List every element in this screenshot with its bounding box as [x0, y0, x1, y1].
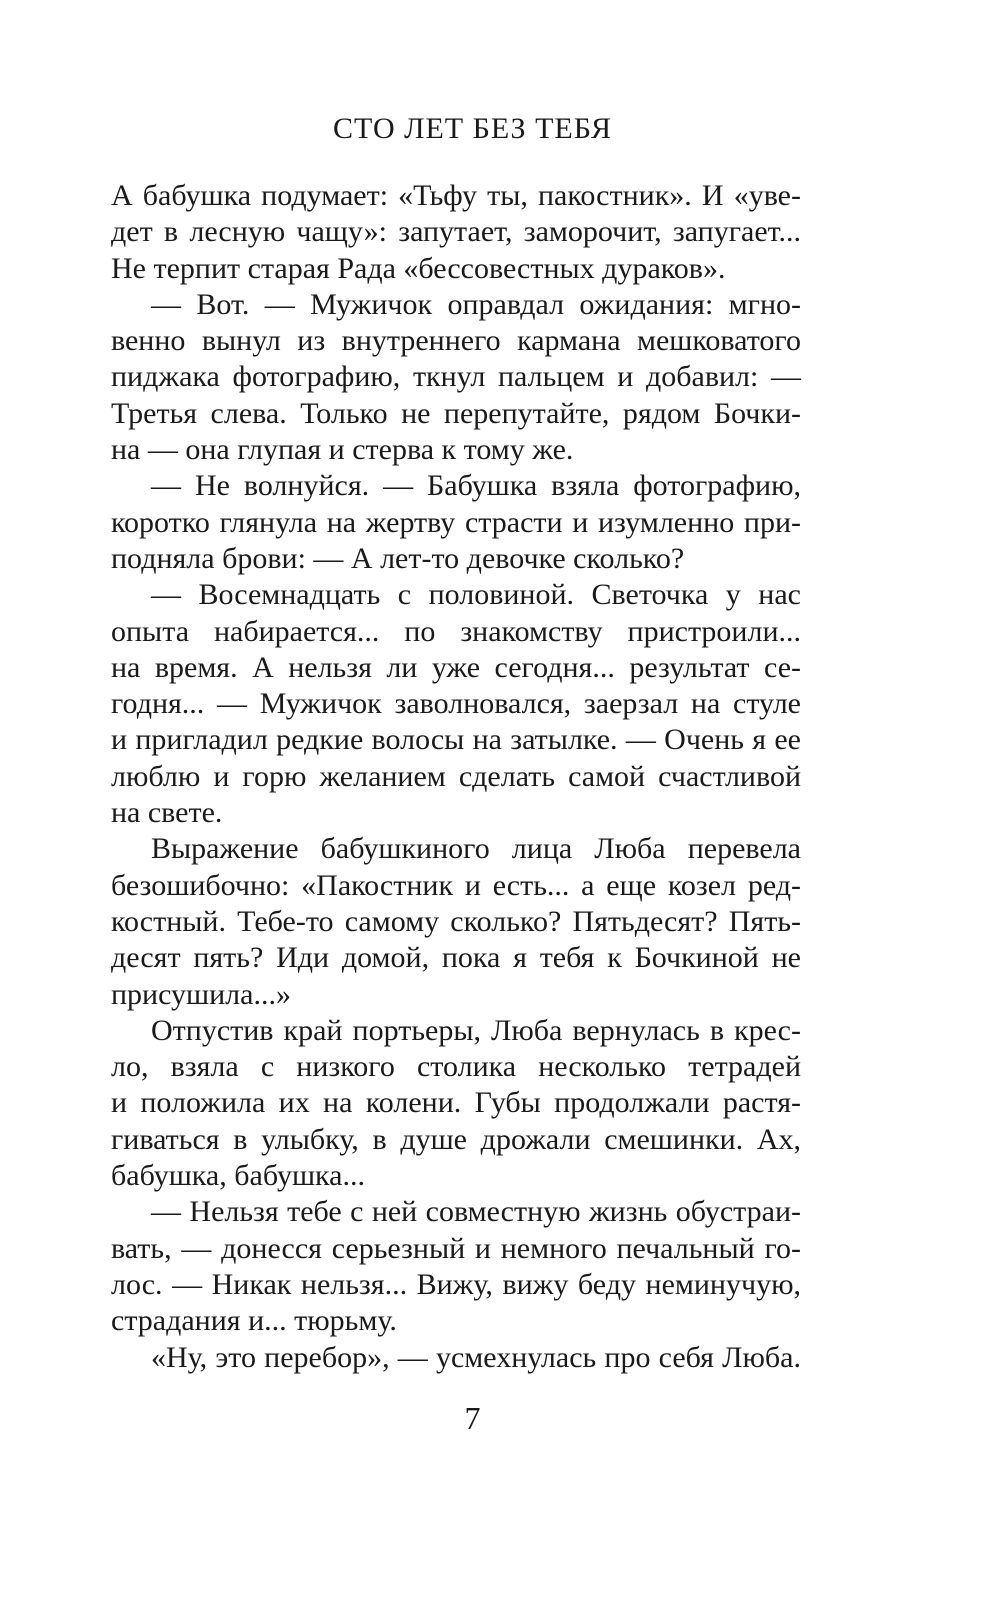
text-line: коротко глянула на жертву страсти и изумленно при-	[111, 505, 801, 539]
text-line: — Восемнадцать с половиной. Светочка у нас	[151, 578, 801, 612]
text-line: присушила...»	[111, 977, 291, 1011]
text-line: гиваться в улыбку, в душе дрожали смешинки. Ах,	[111, 1122, 801, 1156]
text-line: бабушка, бабушка...	[111, 1159, 365, 1193]
text-line: — Не волнуйся. — Бабушка взяла фотографию,	[151, 469, 801, 503]
text-line: на — она глупая и стерва к тому же.	[111, 433, 574, 467]
text-line: подняла брови: — А лет-то девочке сколько?	[111, 541, 685, 575]
text-line: на время. А нельзя ли уже сегодня... результат се-	[111, 650, 801, 684]
body-text	[111, 178, 801, 1376]
text-line: Не терпит старая Рада «бессовестных дураков».	[111, 251, 726, 285]
text-line: пиджака фотографию, ткнул пальцем и добавил: —	[111, 360, 801, 394]
text-line: безошибочно: «Пакостник и есть... а еще козел ред-	[111, 868, 801, 902]
text-line: Выражение бабушкиного лица Люба перевела	[151, 832, 801, 866]
page-number: 7	[464, 1400, 481, 1436]
text-line: Третья слева. Только не перепутайте, рядом Бочки-	[111, 396, 801, 430]
text-line: и положила их на колени. Губы продолжали растя-	[111, 1086, 801, 1120]
text-line: костный. Тебе-то самому сколько? Пятьдесят? Пять-	[111, 904, 801, 938]
text-line: люблю и горю желанием сделать самой счастливой	[111, 759, 801, 793]
text-line: венно вынул из внутреннего кармана мешковатого	[111, 324, 801, 358]
text-line: на свете.	[111, 796, 223, 830]
text-line: вать, — донесся серьезный и немного печальный го-	[111, 1231, 801, 1265]
text-line: и пригладил редкие волосы на затылке. — Очень я ее	[111, 723, 801, 757]
text-line: А бабушка подумает: «Тьфу ты, пакостник». И «уве-	[111, 179, 801, 212]
text-line: ло, взяла с низкого столика несколько тетрадей	[111, 1050, 801, 1084]
text-line: лос. — Никак нельзя... Вижу, вижу беду неминучую,	[111, 1267, 801, 1301]
text-line: — Нельзя тебе с ней совместную жизнь обустраи-	[151, 1195, 801, 1229]
text-line: страдания и... тюрьму.	[111, 1304, 397, 1338]
text-line: Отпустив край портьеры, Люба вернулась в крес-	[151, 1013, 801, 1047]
text-line: годня... — Мужичок заволновался, заерзал на стуле	[111, 687, 801, 721]
text-line: десят пять? Иди домой, пока я тебя к Бочкиной не	[111, 941, 801, 975]
running-head: СТО ЛЕТ БЕЗ ТЕБЯ	[333, 112, 612, 145]
text-line: — Вот. — Мужичок оправдал ожидания: мгно-	[151, 287, 801, 321]
text-line: «Ну, это перебор», — усмехнулась про себя Люба.	[151, 1340, 801, 1374]
text-line: дет в лесную чащу»: запутает, заморочит, запугает...	[111, 215, 801, 249]
text-line: опыта набирается... по знакомству пристроили...	[111, 614, 801, 648]
